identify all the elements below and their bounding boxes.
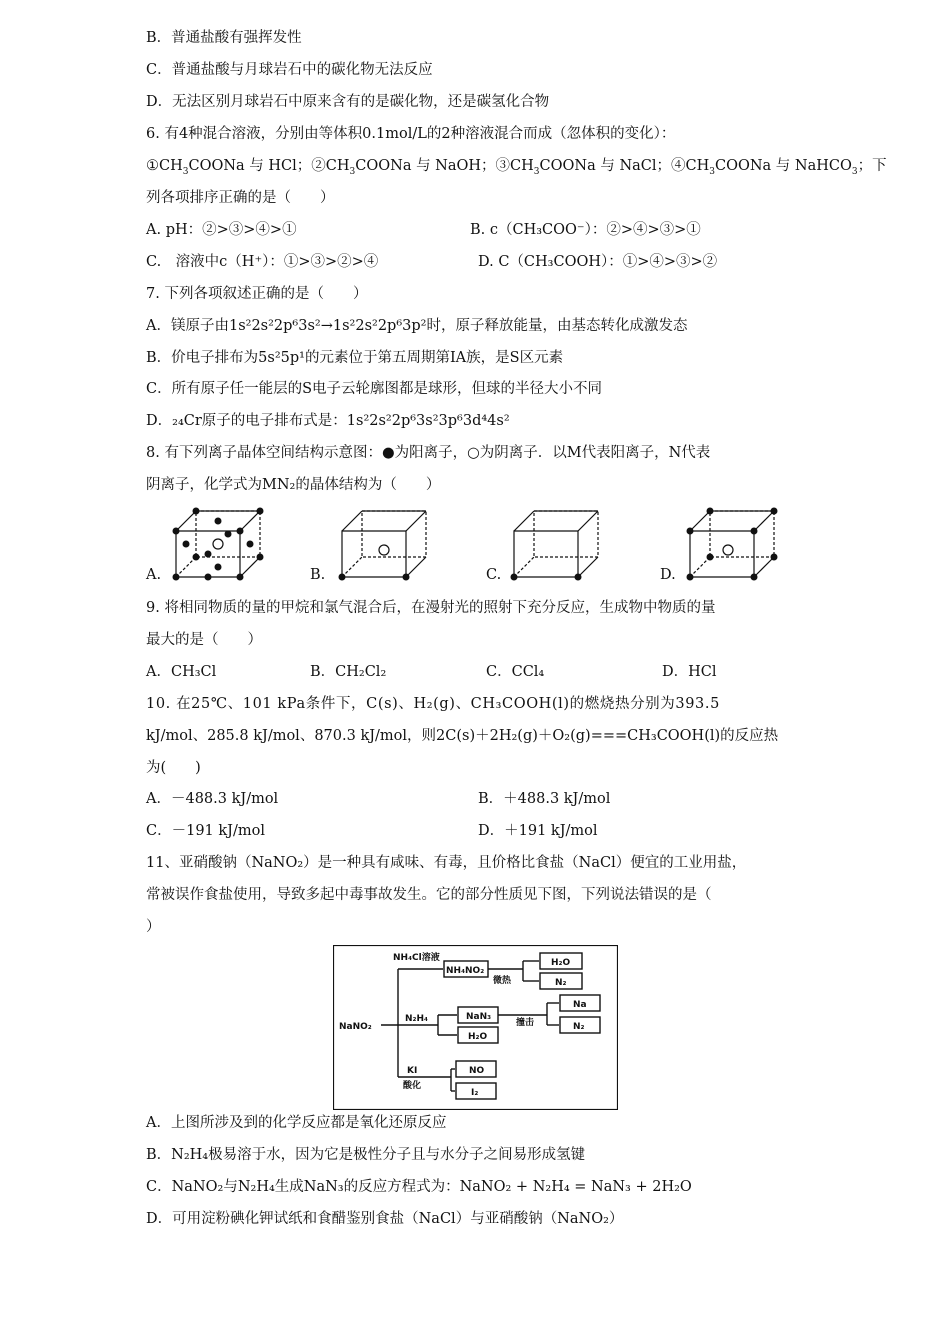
q7-stem: 7. 下列各项叙述正确的是（ ） — [146, 286, 368, 302]
crystal-structure-a — [168, 505, 268, 585]
diagram-hit: 撞击 — [516, 1018, 535, 1028]
diagram-nan3: NaN₃ — [466, 1012, 492, 1022]
q5-option-b: B．普通盐酸有强挥发性 — [146, 30, 302, 46]
q6-option-c: C. 溶液中c（H⁺）：①>③>②>④ — [146, 254, 379, 270]
diagram-no: NO — [469, 1066, 485, 1076]
diagram-n2-top: N₂ — [555, 978, 567, 988]
q9-stem-line1: 9. 将相同物质的量的甲烷和氯气混合后，在漫射光的照射下充分反应，生成物中物质的量 — [146, 600, 716, 616]
q6-stem-line2: $①CH_3COONa$ 与 HCl；$②CH_3COONa$ 与 NaOH；$③CH_3COONa$ 与 NaCl；$④CH_3COONa$ 与 NaHCO$_3$；下 — [146, 158, 887, 177]
q11-stem-line2: 常被误作食盐使用，导致多起中毒事故发生。它的部分性质见下图，下列说法错误的是（ — [146, 887, 712, 903]
q7-option-b: B．价电子排布为5s²5p¹的元素位于第五周期第ⅠA族，是S区元素 — [146, 350, 564, 366]
diagram-heat: 微热 — [493, 976, 512, 986]
diagram-na: Na — [573, 1000, 587, 1010]
diagram-nh4cl: NH₄Cl溶液 — [393, 953, 440, 963]
q10-stem-line3: 为( ) — [146, 760, 201, 776]
q7-option-a: A．镁原子由1s²2s²2p⁶3s²→1s²2s²2p⁶3p²时，原子释放能量，由基态转化成激发态 — [146, 318, 688, 334]
q6-stem-line1: 6. 有4种混合溶液，分别由等体积0.1mol/L的2种溶液混合而成（忽体积的变化）： — [146, 126, 676, 142]
q9-option-b: B．CH₂Cl₂ — [310, 664, 387, 680]
q11-option-b: B．N₂H₄极易溶于水，因为它是极性分子且与水分子之间易形成氢键 — [146, 1147, 586, 1163]
diagram-i2: I₂ — [471, 1088, 479, 1098]
crystal-structure-b — [334, 505, 434, 585]
diagram-n2h4: N₂H₄ — [405, 1014, 428, 1024]
q5-option-c: C．普通盐酸与月球岩石中的碳化物无法反应 — [146, 62, 433, 78]
q9-option-d: D．HCl — [662, 664, 717, 680]
q10-option-d: D．＋191 kJ/mol — [478, 823, 598, 839]
q11-option-d: D．可用淀粉碘化钾试纸和食醋鉴别食盐（NaCl）与亚硝酸钠（NaNO₂） — [146, 1211, 624, 1227]
diagram-ki: KI — [407, 1066, 418, 1076]
diagram-n2-mid: N₂ — [573, 1022, 585, 1032]
diagram-acid: 酸化 — [403, 1081, 422, 1091]
q10-option-a: A．－488.3 kJ/mol — [146, 791, 279, 807]
diagram-h2o-mid: H₂O — [468, 1032, 488, 1042]
q11-stem-line3: ） — [146, 919, 161, 935]
q11-option-c: C．NaNO₂与N₂H₄生成NaN₃的反应方程式为：NaNO₂ + N₂H₄ = NaN₃ + 2H₂O — [146, 1179, 692, 1195]
diagram-h2o-top: H₂O — [551, 958, 571, 968]
q6-option-b: B. c（CH₃COO⁻）：②>④>③>① — [470, 222, 701, 238]
q11-option-a: A．上图所涉及到的化学反应都是氧化还原反应 — [146, 1115, 447, 1131]
q10-stem-line2: kJ/mol、285.8 kJ/mol、870.3 kJ/mol，则2C(s)＋2H₂(g)＋O₂(g)===CH₃COOH(l)的反应热 — [146, 728, 779, 744]
diagram-nano2: NaNO₂ — [339, 1022, 372, 1032]
q11-stem-line1: 11、亚硝酸钠（NaNO₂）是一种具有咸味、有毒，且价格比食盐（NaCl）便宜的工业用盐， — [146, 855, 747, 871]
q8-label-a: A. — [146, 567, 162, 583]
q9-option-a: A．CH₃Cl — [146, 664, 217, 680]
q8-label-d: D. — [660, 567, 676, 583]
nano2-reaction-diagram — [333, 945, 618, 1110]
q8-label-c: C. — [486, 567, 502, 583]
q10-option-b: B．＋488.3 kJ/mol — [478, 791, 611, 807]
q8-stem-line2: 阴离子，化学式为MN₂的晶体结构为（ ） — [146, 477, 441, 493]
q8-stem-line1: 8. 有下列离子晶体空间结构示意图：●为阳离子，○为阴离子．以M代表阳离子，N代表 — [146, 445, 711, 461]
q5-option-d: D．无法区别月球岩石中原来含有的是碳化物，还是碳氢化合物 — [146, 94, 550, 110]
crystal-structure-c — [506, 505, 606, 585]
q7-option-c: C．所有原子任一能层的S电子云轮廓图都是球形，但球的半径大小不同 — [146, 381, 603, 397]
diagram-nh4no2: NH₄NO₂ — [446, 966, 485, 976]
q6-option-d: D. C（CH₃COOH）：①>④>③>② — [478, 254, 718, 270]
q8-label-b: B. — [310, 567, 326, 583]
q6-stem-line3: 列各项排序正确的是（ ） — [146, 190, 335, 206]
q10-stem-line1: 10. 在25℃、101 kPa条件下，C(s)、H₂(g)、CH₃COOH(l)的燃烧热分别为393.5 — [146, 696, 720, 712]
crystal-structure-d — [682, 505, 782, 585]
q6-option-a: A. pH：②>③>④>① — [146, 222, 297, 238]
q10-option-c: C．－191 kJ/mol — [146, 823, 265, 839]
q9-stem-line2: 最大的是（ ） — [146, 632, 262, 648]
q9-option-c: C．CCl₄ — [486, 664, 545, 680]
q7-option-d: D．₂₄Cr原子的电子排布式是：1s²2s²2p⁶3s²3p⁶3d⁴4s² — [146, 413, 510, 429]
